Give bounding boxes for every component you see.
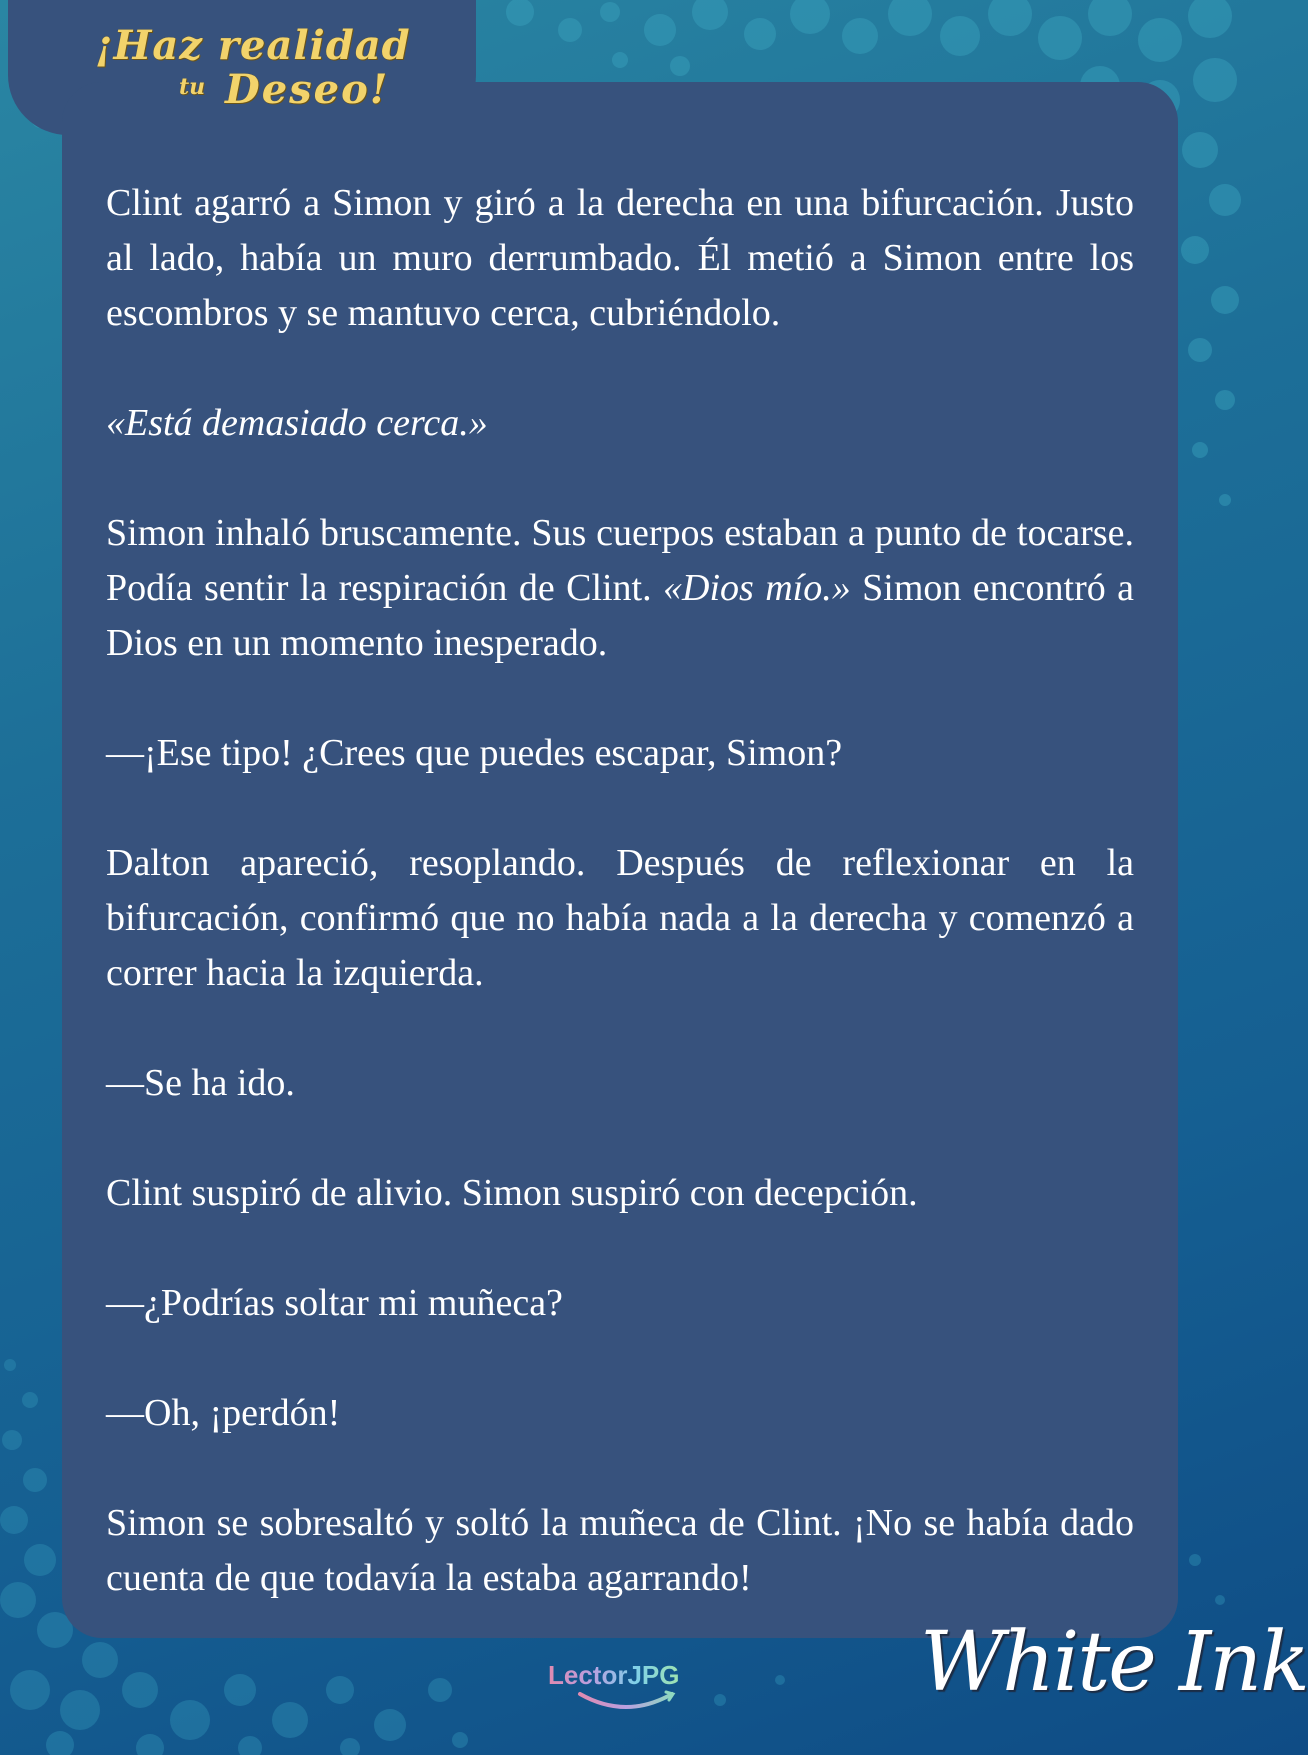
paragraph-text: Simon encontró a Dios en un momento inesperado.	[106, 567, 1135, 664]
paragraph-italic-thought: «Está demasiado cerca.»	[106, 402, 488, 444]
paragraph	[106, 506, 1134, 671]
logo	[95, 22, 411, 122]
story-text	[106, 176, 1134, 1606]
dialogue-line: —Se ha ido.	[106, 1062, 295, 1104]
lectorjpg-watermark	[548, 1660, 698, 1720]
smile-arc-icon	[576, 1690, 676, 1712]
paragraph: Clint suspiró de alivio. Simon suspiró con decepción.	[106, 1172, 918, 1214]
dialogue-line: —Oh, ¡perdón!	[106, 1392, 341, 1434]
logo-line-2-big: Deseo!	[225, 66, 390, 113]
watermark-text: LectorJPG	[548, 1660, 680, 1690]
paragraph-text: Simon inhaló bruscamente. Sus cuerpos estaban a punto de tocarse. Podía sentir la respiración de Clint.	[106, 512, 1134, 609]
dialogue-line: —¡Ese tipo! ¿Crees que puedes escapar, Simon?	[106, 732, 843, 774]
logo-line-2-small: tu	[179, 74, 206, 100]
paragraph: Clint agarró a Simon y giró a la derecha en una bifurcación. Justo al lado, había un muro derrumbado. Él metió a Simon entre los escombros y se mantuvo cerca, cubriéndolo.	[106, 182, 1134, 334]
logo-line-1: ¡Haz realidad	[95, 22, 411, 69]
white-ink-signature: White Ink	[920, 1615, 1308, 1710]
italic-thought: «Dios mío.»	[663, 567, 851, 609]
paragraph: Dalton apareció, resoplando. Después de reflexionar en la bifurcación, confirmó que no había nada a la derecha y comenzó a correr hacia la izquierda.	[106, 842, 1134, 994]
dialogue-line: —¿Podrías soltar mi muñeca?	[106, 1282, 563, 1324]
paragraph: Simon se sobresaltó y soltó la muñeca de Clint. ¡No se había dado cuenta de que todavía la estaba agarrando!	[106, 1502, 1134, 1599]
